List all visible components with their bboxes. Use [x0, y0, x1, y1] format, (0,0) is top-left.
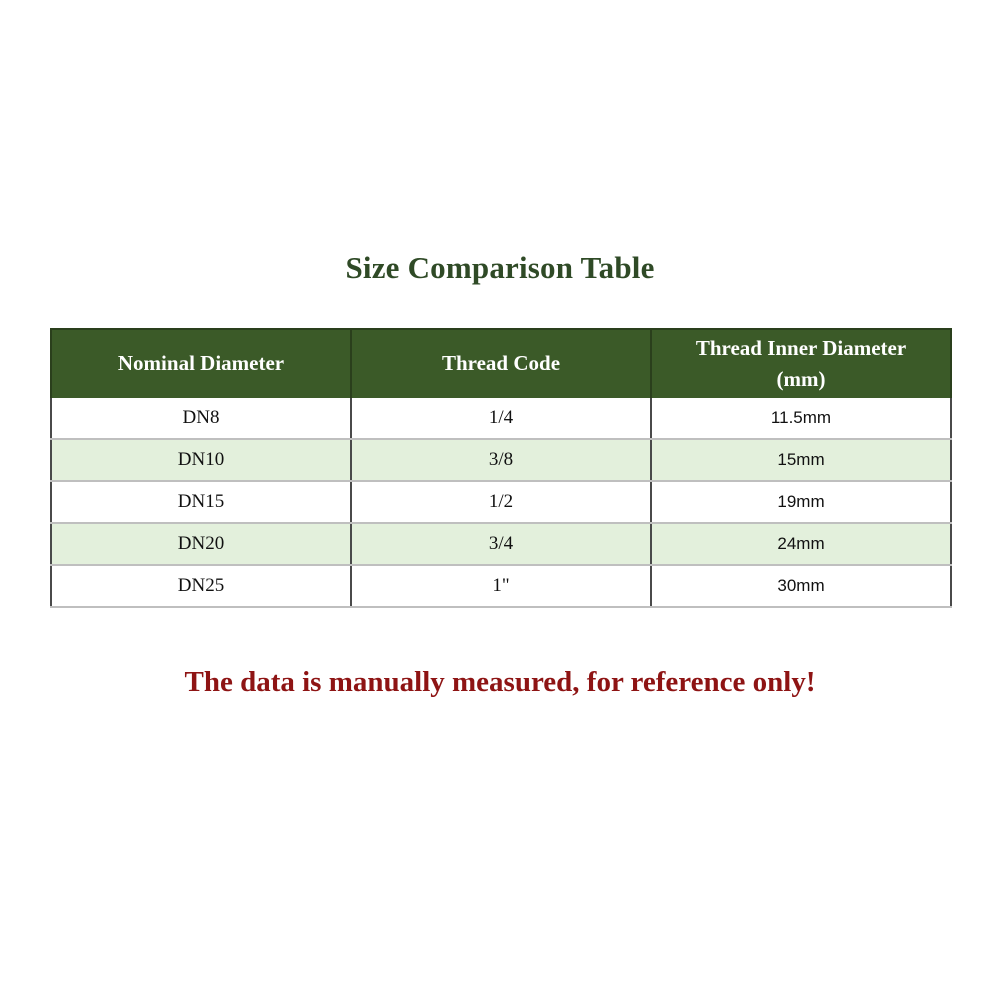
cell-nominal-diameter: DN10	[51, 439, 351, 481]
page-title: Size Comparison Table	[345, 250, 655, 285]
header-thread-inner-diameter-line2: (mm)	[776, 367, 826, 391]
cell-thread-code: 1/2	[351, 481, 651, 523]
cell-inner-diameter: 19mm	[651, 481, 951, 523]
table-row	[51, 481, 951, 523]
header-thread-inner-diameter-line1: Thread Inner Diameter	[695, 335, 907, 360]
cell-thread-code: 3/8	[351, 439, 651, 481]
cell-inner-diameter: 15mm	[651, 439, 951, 481]
cell-nominal-diameter: DN25	[51, 565, 351, 607]
header-thread-inner-diameter	[651, 329, 951, 398]
size-comparison-table	[50, 328, 950, 608]
cell-thread-code: 3/4	[351, 523, 651, 565]
cell-inner-diameter: 24mm	[651, 523, 951, 565]
reference-notice: The data is manually measured, for reference only!	[184, 666, 816, 698]
table-header-row	[51, 329, 951, 398]
size-table	[50, 328, 952, 608]
table-row	[51, 439, 951, 481]
cell-nominal-diameter: DN8	[51, 398, 351, 439]
cell-inner-diameter: 30mm	[651, 565, 951, 607]
table-row	[51, 398, 951, 439]
table-row	[51, 565, 951, 607]
cell-thread-code: 1/4	[351, 398, 651, 439]
cell-nominal-diameter: DN15	[51, 481, 351, 523]
cell-nominal-diameter: DN20	[51, 523, 351, 565]
header-thread-code: Thread Code	[351, 329, 651, 398]
table-row	[51, 523, 951, 565]
header-nominal-diameter: Nominal Diameter	[51, 329, 351, 398]
cell-thread-code: 1"	[351, 565, 651, 607]
cell-inner-diameter: 11.5mm	[651, 398, 951, 439]
